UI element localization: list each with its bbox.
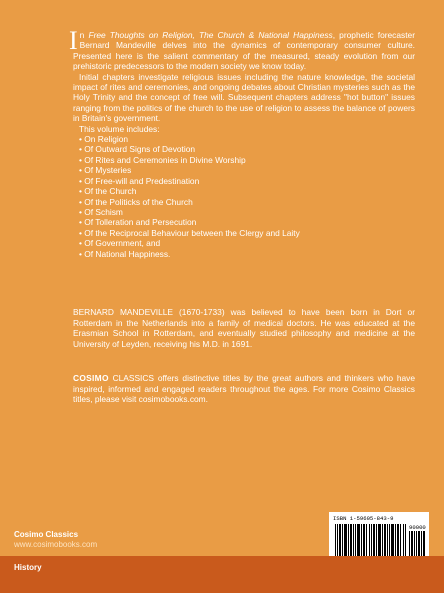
list-item: • Of Government, and bbox=[79, 238, 415, 248]
author-bio: BERNARD MANDEVILLE (1670-1733) was believed to have been born in Dort or Rotterdam in the Netherlands into a family of medical doctors. He was educated at the Erasmian School in Rotterdam, and eventually studied philosophy and medicine at the University of Leyden, receiving his M.D. in 1691. bbox=[73, 307, 415, 349]
classics-text: offers distinctive titles by the great authors and thinkers who have inspired, informed and engaged readers throughout the ages. For more Cosimo Classics titles, please visit cosimobooks.com. bbox=[73, 373, 415, 405]
contents-list bbox=[73, 134, 415, 259]
cosimo-classics-blurb bbox=[73, 373, 415, 405]
brand-classics: CLASSICS bbox=[108, 373, 155, 383]
list-item: • Of Free-will and Predestination bbox=[79, 176, 415, 186]
intro-text-start: n bbox=[79, 30, 89, 40]
drop-cap: I bbox=[69, 26, 78, 55]
list-item: • Of the Church bbox=[79, 186, 415, 196]
list-item: • Of the Reciprocal Behaviour between the Clergy and Laity bbox=[79, 228, 415, 238]
list-item: • Of Outward Signs of Devotion bbox=[79, 144, 415, 154]
barcode-icon bbox=[335, 524, 407, 560]
intro-paragraph bbox=[69, 26, 415, 72]
description-block bbox=[69, 26, 415, 259]
footer-bar bbox=[0, 556, 444, 593]
list-item: • Of National Happiness. bbox=[79, 249, 415, 259]
list-item: • Of Tolleration and Persecution bbox=[79, 217, 415, 227]
isbn-label: ISBN 1-59605-843-9 bbox=[333, 515, 394, 522]
publisher-url: www.cosimobooks.com bbox=[14, 540, 98, 549]
list-item: • Of Schism bbox=[79, 207, 415, 217]
price-code: 90000 bbox=[409, 524, 426, 531]
chapters-paragraph: Initial chapters investigate religious issues including the nature knowledge, the societal impact of rites and ceremonies, and ongoing debates about Christian mysteries such as the Holy Trinity and the concept of free will. Subsequent chapters address "hot button" issues ranging from the politics of the church to the use of religion to assess the balance of powers in Britain's government. bbox=[73, 71, 415, 124]
publisher-name: Cosimo Classics bbox=[14, 530, 79, 539]
volume-includes-heading: This volume includes: bbox=[79, 123, 160, 134]
brand-cosimo: COSIMO bbox=[73, 373, 109, 383]
list-item: • On Religion bbox=[79, 134, 415, 144]
list-item: • Of Rites and Ceremonies in Divine Worship bbox=[79, 155, 415, 165]
category-label: History bbox=[14, 563, 42, 572]
addon-barcode-icon bbox=[409, 531, 425, 559]
list-item: • Of the Politicks of the Church bbox=[79, 197, 415, 207]
book-title-italic: Free Thoughts on Religion, The Church & National Happiness bbox=[88, 30, 333, 40]
list-item: • Of Mysteries bbox=[79, 165, 415, 175]
publisher-info bbox=[14, 530, 97, 550]
intro-text-rest: , prophetic forecaster Bernard Mandeville delves into the dynamics of contemporary consumer culture. Presented here is the salient commentary of the measured, steady evolution from our prehistoric predecessors to the modern society we know today. bbox=[73, 30, 415, 72]
